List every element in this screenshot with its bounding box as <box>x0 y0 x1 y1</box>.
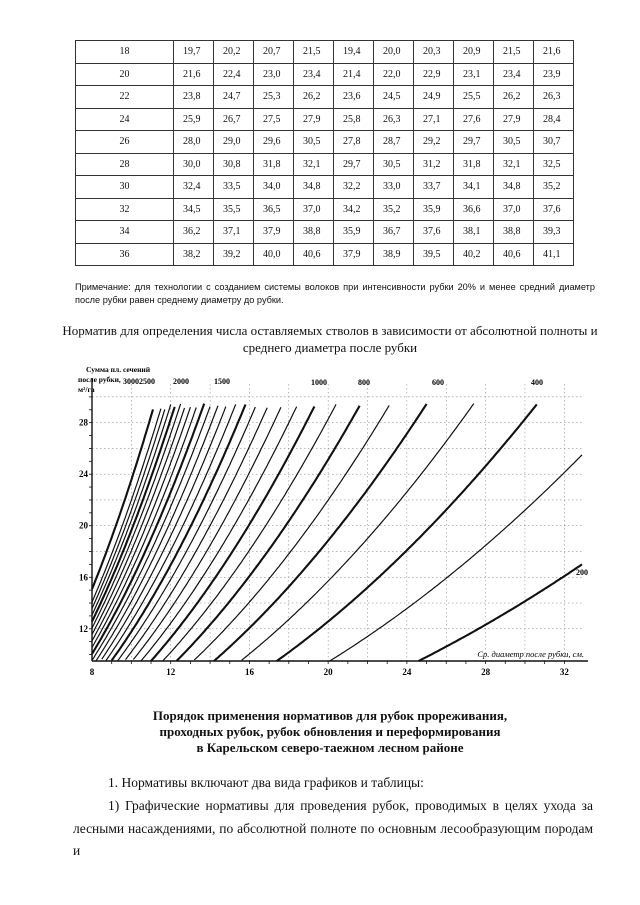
curve-label: 200 <box>576 568 588 577</box>
table-cell: 23,8 <box>174 86 214 109</box>
heading-line: Порядок применения нормативов для рубок прореживания, <box>152 708 508 723</box>
table-cell: 24,5 <box>374 86 414 109</box>
table-cell: 23,9 <box>534 63 574 86</box>
curve-label: 800 <box>358 378 370 387</box>
table-row <box>76 198 574 221</box>
table-cell: 32,1 <box>494 153 534 176</box>
table-cell: 32,4 <box>174 176 214 199</box>
x-tick-label: 32 <box>559 667 569 677</box>
table-cell: 29,7 <box>454 131 494 154</box>
table-cell: 29,6 <box>254 131 294 154</box>
table-cell: 40,6 <box>494 243 534 266</box>
table-cell: 41,1 <box>534 243 574 266</box>
table-cell: 37,6 <box>534 198 574 221</box>
table-row <box>76 63 574 86</box>
table-cell: 27,9 <box>294 108 334 131</box>
curve-label: 2000 <box>173 377 189 386</box>
table-cell: 28,0 <box>174 131 214 154</box>
density-curve-600 <box>214 404 427 661</box>
table-cell: 37,1 <box>214 221 254 244</box>
curve-label: 400 <box>531 378 543 387</box>
y-tick-label: 20 <box>79 520 88 531</box>
y-axis-label: Сумма пл. сечений после рубки, м²/га <box>78 365 151 394</box>
table-cell: 27,5 <box>254 108 294 131</box>
row-header-cell: 36 <box>76 243 174 266</box>
table-cell: 26,2 <box>494 86 534 109</box>
table-cell: 37,9 <box>254 221 294 244</box>
density-curve-1000 <box>151 407 314 662</box>
density-curve-1500 <box>112 405 246 661</box>
curve-label: 2500 <box>139 377 155 386</box>
paragraph-2: 1) Графические нормативы для проведения рубок, проводимых в целях ухода за лесными насаждениями, по абсолютной полноте по основным лесообразующим породам и <box>73 798 593 858</box>
table-cell: 23,0 <box>254 63 294 86</box>
table-cell: 30,5 <box>374 153 414 176</box>
table-cell: 37,0 <box>294 198 334 221</box>
curve-label: 1000 <box>311 378 327 387</box>
table-cell: 39,2 <box>214 243 254 266</box>
table-row <box>76 243 574 266</box>
table-cell: 20,9 <box>454 41 494 64</box>
table-cell: 21,6 <box>534 41 574 64</box>
table-row <box>76 153 574 176</box>
heading-line: проходных рубок, рубок обновления и переформирования <box>159 724 501 739</box>
table-cell: 34,1 <box>454 176 494 199</box>
x-tick-label: 20 <box>323 667 333 677</box>
table-cell: 25,3 <box>254 86 294 109</box>
table-cell: 24,7 <box>214 86 254 109</box>
basal-area-chart <box>76 364 616 689</box>
table-cell: 30,5 <box>494 131 534 154</box>
table-cell: 27,6 <box>454 108 494 131</box>
table-cell: 31,2 <box>414 153 454 176</box>
table-cell: 29,2 <box>414 131 454 154</box>
table-cell: 26,3 <box>374 108 414 131</box>
density-curve-800 <box>177 406 360 661</box>
x-tick-label: 16 <box>244 667 254 677</box>
table-cell: 38,1 <box>454 221 494 244</box>
table-cell: 35,5 <box>214 198 254 221</box>
density-curve <box>194 405 389 660</box>
table-cell: 36,5 <box>254 198 294 221</box>
table-cell: 36,7 <box>374 221 414 244</box>
x-tick-label: 28 <box>481 667 491 677</box>
x-tick-label: 24 <box>402 667 412 677</box>
table-cell: 40,6 <box>294 243 334 266</box>
y-tick-label: 28 <box>79 417 88 428</box>
table-cell: 35,9 <box>414 198 454 221</box>
table-cell: 32,1 <box>294 153 334 176</box>
density-curve <box>133 407 281 659</box>
table-cell: 33,7 <box>414 176 454 199</box>
table-row <box>76 131 574 154</box>
table-cell: 39,3 <box>534 221 574 244</box>
table-cell: 20,3 <box>414 41 454 64</box>
table-cell: 38,2 <box>174 243 214 266</box>
table-cell: 26,7 <box>214 108 254 131</box>
table-cell: 38,9 <box>374 243 414 266</box>
table-cell: 31,8 <box>454 153 494 176</box>
table-cell: 29,0 <box>214 131 254 154</box>
row-header-cell: 32 <box>76 198 174 221</box>
chart-title: Норматив для определения числа оставляемых стволов в зависимости от абсолютной полноты и среднего диаметра после рубки <box>62 323 598 355</box>
curve-label: 3000 <box>123 377 139 386</box>
table-cell: 22,4 <box>214 63 254 86</box>
table-cell: 35,2 <box>534 176 574 199</box>
table-cell: 31,8 <box>254 153 294 176</box>
density-curve <box>242 404 474 661</box>
table-row <box>76 176 574 199</box>
table-cell: 30,8 <box>214 153 254 176</box>
density-curve <box>330 455 582 661</box>
table-cell: 26,2 <box>294 86 334 109</box>
table-cell: 23,6 <box>334 86 374 109</box>
row-header-cell: 20 <box>76 63 174 86</box>
row-header-cell: 24 <box>76 108 174 131</box>
table-row <box>76 41 574 64</box>
table-cell: 33,5 <box>214 176 254 199</box>
table-cell: 22,9 <box>414 63 454 86</box>
table-cell: 20,0 <box>374 41 414 64</box>
y-tick-label: 24 <box>79 469 88 480</box>
table-cell: 34,8 <box>294 176 334 199</box>
paragraph-1: 1. Нормативы включают два вида графиков и таблицы: <box>108 775 424 790</box>
heading-line: в Карельском северо-таежном лесном районе <box>196 740 464 755</box>
table-cell: 25,5 <box>454 86 494 109</box>
table-cell: 40,0 <box>254 243 294 266</box>
table-cell: 28,7 <box>374 131 414 154</box>
table-cell: 23,4 <box>494 63 534 86</box>
table-cell: 38,8 <box>494 221 534 244</box>
table-cell: 22,0 <box>374 63 414 86</box>
table-cell: 37,9 <box>334 243 374 266</box>
table-cell: 35,9 <box>334 221 374 244</box>
table-cell: 28,4 <box>534 108 574 131</box>
table-cell: 37,6 <box>414 221 454 244</box>
table-cell: 20,2 <box>214 41 254 64</box>
table-cell: 26,3 <box>534 86 574 109</box>
row-header-cell: 30 <box>76 176 174 199</box>
table-cell: 33,0 <box>374 176 414 199</box>
table-cell: 36,6 <box>454 198 494 221</box>
table-cell: 36,2 <box>174 221 214 244</box>
table-cell: 27,8 <box>334 131 374 154</box>
table-cell: 21,5 <box>294 41 334 64</box>
table-cell: 34,5 <box>174 198 214 221</box>
table-cell: 34,0 <box>254 176 294 199</box>
table-note: Примечание: для технологии с созданием системы волоков при интенсивности рубки 20% и менее средний диаметр после рубки равен среднему диаметру до рубки. <box>75 282 595 305</box>
table-cell: 23,4 <box>294 63 334 86</box>
density-curve-200 <box>419 564 582 661</box>
row-header-cell: 26 <box>76 131 174 154</box>
table-cell: 27,1 <box>414 108 454 131</box>
table-cell: 40,2 <box>454 243 494 266</box>
table-row <box>76 221 574 244</box>
x-tick-label: 8 <box>89 667 95 677</box>
curve-label: 600 <box>432 378 444 387</box>
table-cell: 27,9 <box>494 108 534 131</box>
table-row <box>76 108 574 131</box>
curve-label: 1500 <box>214 377 230 386</box>
table-cell: 39,5 <box>414 243 454 266</box>
x-axis-label: Ср. диаметр после рубки, см. <box>477 649 584 659</box>
table-cell: 34,2 <box>334 198 374 221</box>
y-tick-label: 12 <box>79 623 88 634</box>
table-cell: 32,2 <box>334 176 374 199</box>
row-header-cell: 34 <box>76 221 174 244</box>
table-cell: 38,8 <box>294 221 334 244</box>
table-cell: 30,0 <box>174 153 214 176</box>
table-cell: 32,5 <box>534 153 574 176</box>
table-row <box>76 86 574 109</box>
table-cell: 30,5 <box>294 131 334 154</box>
table-cell: 21,5 <box>494 41 534 64</box>
table-cell: 30,7 <box>534 131 574 154</box>
table-cell: 19,4 <box>334 41 374 64</box>
table-cell: 25,9 <box>174 108 214 131</box>
table-cell: 21,4 <box>334 63 374 86</box>
table-cell: 19,7 <box>174 41 214 64</box>
table-cell: 29,7 <box>334 153 374 176</box>
data-table <box>75 40 574 266</box>
x-tick-label: 12 <box>166 667 176 677</box>
table-cell: 23,1 <box>454 63 494 86</box>
table-cell: 24,9 <box>414 86 454 109</box>
y-tick-label: 16 <box>79 572 88 583</box>
table-cell: 25,8 <box>334 108 374 131</box>
row-header-cell: 28 <box>76 153 174 176</box>
table-cell: 34,8 <box>494 176 534 199</box>
table-cell: 21,6 <box>174 63 214 86</box>
table-cell: 35,2 <box>374 198 414 221</box>
table-cell: 37,0 <box>494 198 534 221</box>
section-heading <box>80 708 580 756</box>
row-header-cell: 18 <box>76 41 174 64</box>
row-header-cell: 22 <box>76 86 174 109</box>
table-cell: 20,7 <box>254 41 294 64</box>
